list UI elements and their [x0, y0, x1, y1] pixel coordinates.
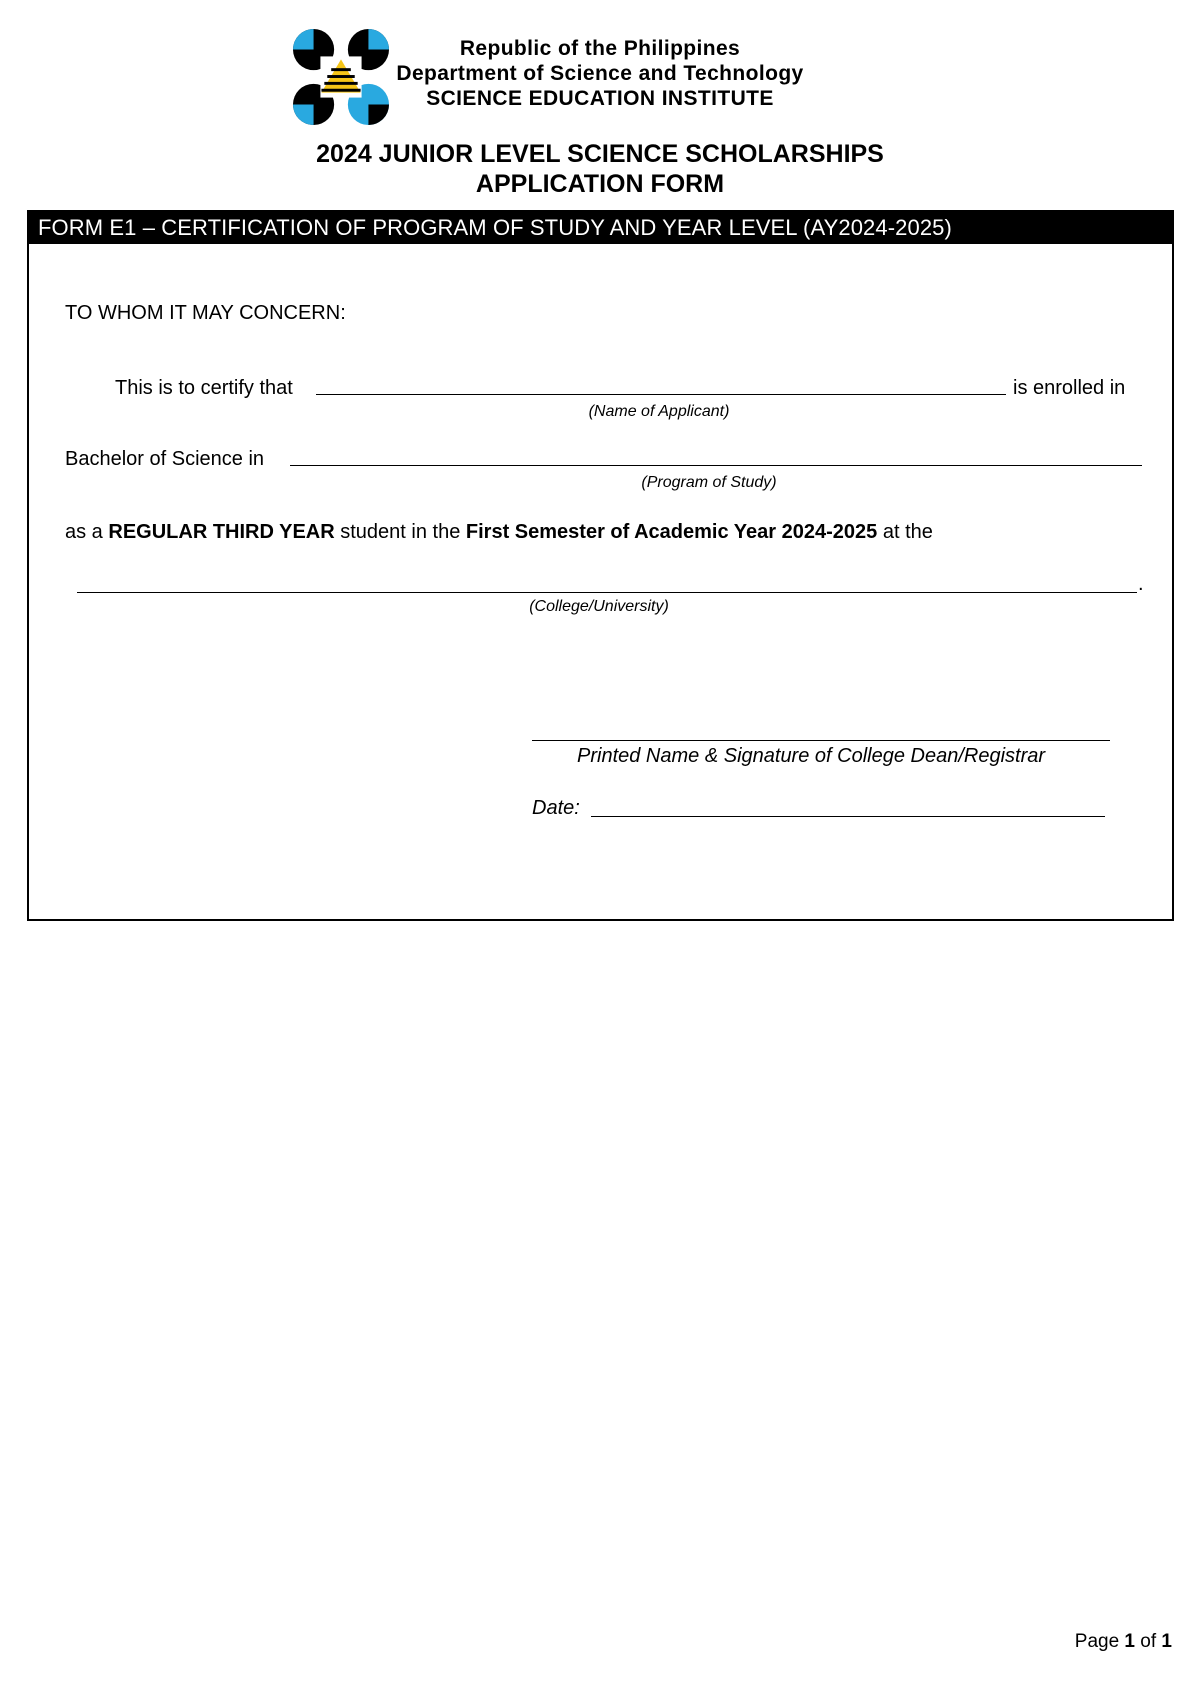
page-total: 1 [1161, 1631, 1172, 1652]
college-line-end: . [1138, 573, 1144, 595]
at-the-text: at the [882, 521, 933, 543]
program-of-study-field[interactable] [290, 465, 1142, 466]
form-e1-box [27, 210, 1174, 921]
date-field[interactable] [591, 816, 1105, 817]
page-current: 1 [1124, 1631, 1135, 1652]
first-semester-text: First Semester of Academic Year 2024-2025 [465, 521, 878, 543]
college-caption: (College/University) [529, 598, 669, 615]
bs-prefix: Bachelor of Science in [65, 448, 265, 470]
program-caption: (Program of Study) [641, 474, 777, 491]
regular-third-year-text: REGULAR THIRD YEAR [108, 521, 335, 543]
certify-suffix: is enrolled in [1013, 377, 1126, 399]
salutation: TO WHOM IT MAY CONCERN: [65, 302, 346, 324]
document-title: 2024 JUNIOR LEVEL SCIENCE SCHOLARSHIPS [316, 140, 884, 168]
date-label: Date: [532, 797, 580, 819]
agency-institute: SCIENCE EDUCATION INSTITUTE [426, 87, 774, 110]
applicant-name-field[interactable] [316, 394, 1006, 395]
applicant-name-caption: (Name of Applicant) [588, 403, 730, 420]
signature-caption: Printed Name & Signature of College Dean/Registrar [577, 745, 1046, 767]
certify-prefix: This is to certify that [115, 377, 293, 399]
form-header: FORM E1 – CERTIFICATION OF PROGRAM OF STUDY AND YEAR LEVEL (AY2024-2025) [29, 212, 1172, 244]
as-a-text: as a [65, 521, 103, 543]
page-number [1075, 1630, 1172, 1654]
page-word: Page [1074, 1631, 1120, 1652]
document-subtitle: APPLICATION FORM [475, 170, 725, 198]
of-word: of [1140, 1631, 1157, 1652]
agency-department: Department of Science and Technology [396, 62, 804, 85]
student-in-the-text: student in the [340, 521, 461, 543]
year-level-statement [65, 520, 933, 544]
college-university-field[interactable] [77, 592, 1137, 593]
agency-republic: Republic of the Philippines [459, 37, 741, 60]
signature-field[interactable] [532, 740, 1110, 741]
